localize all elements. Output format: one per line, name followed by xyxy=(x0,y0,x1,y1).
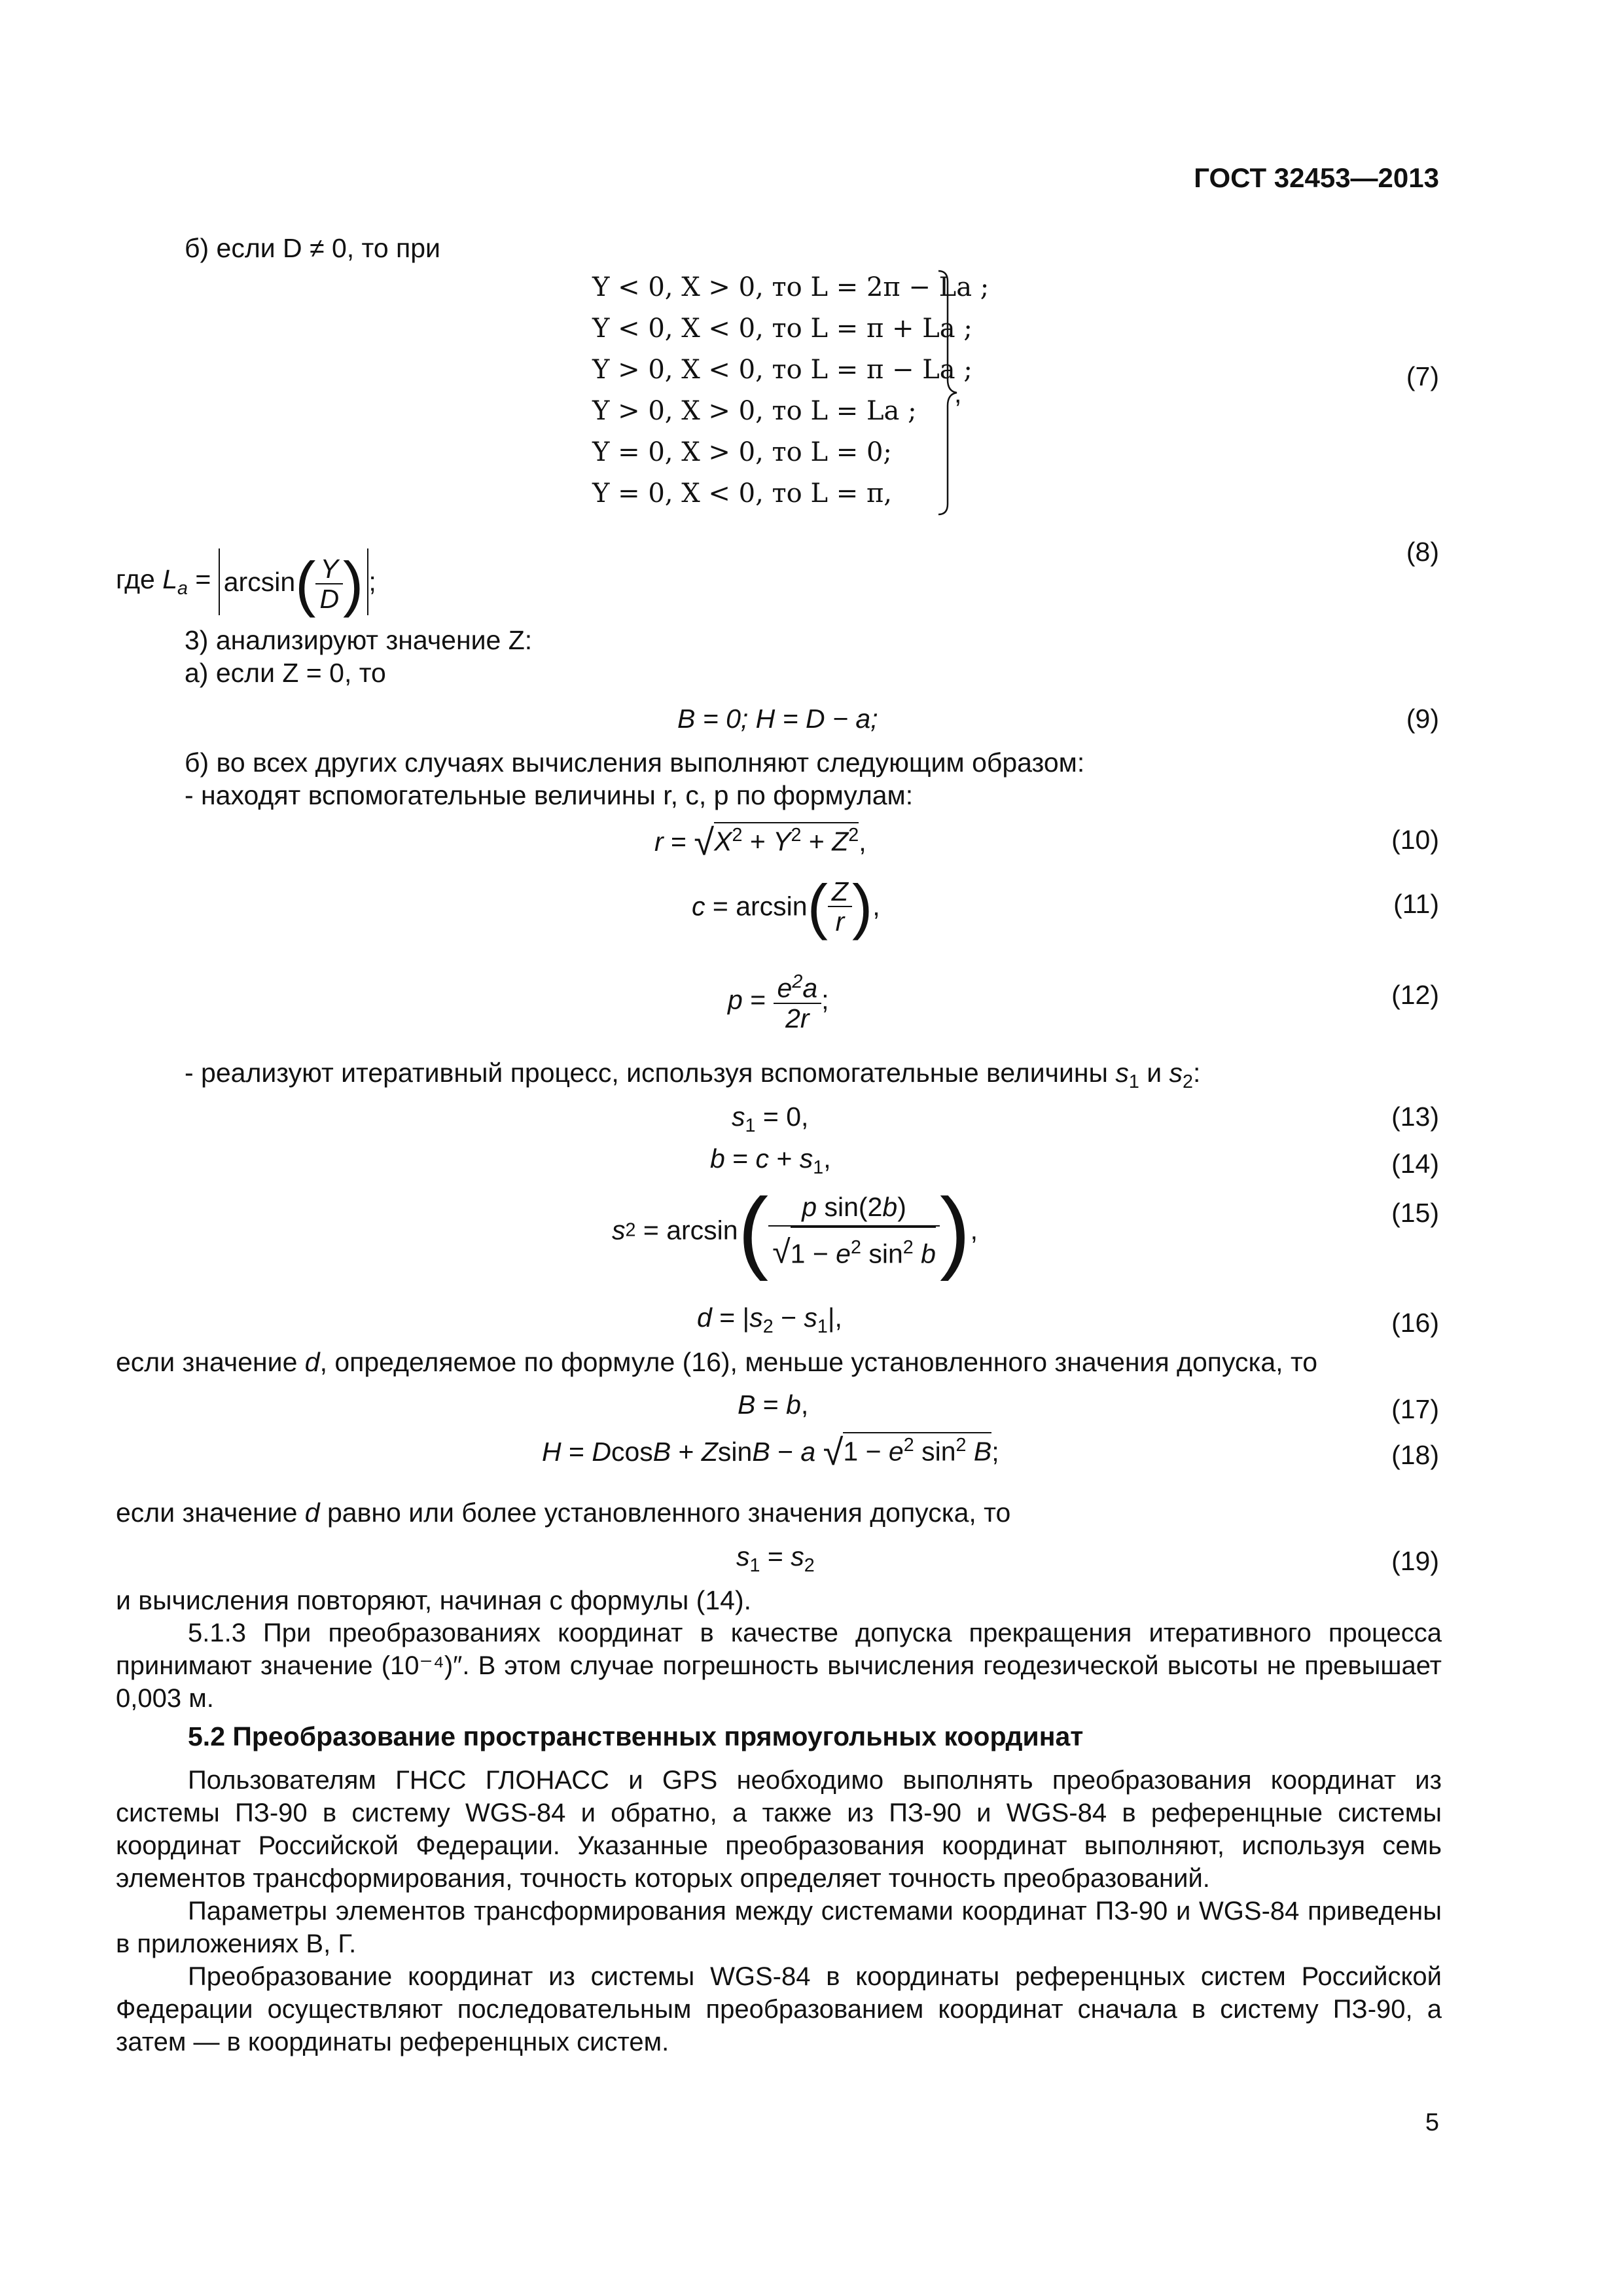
eq-number-13: (13) xyxy=(1391,1102,1439,1132)
step-3: 3) анализируют значение Z: xyxy=(185,625,533,655)
paragraph-2: Параметры элементов трансформирования между системами координат ПЗ-90 и WGS-84 приведены в приложениях В, Г. xyxy=(116,1897,1442,1958)
eq-number-16: (16) xyxy=(1391,1308,1439,1338)
equation-12: p = $\frac{e^2a}{2r}$ ; xyxy=(728,967,829,1033)
eq-number-18: (18) xyxy=(1391,1440,1439,1470)
equation-10: $r = √X^2 + Y^2 + Z^2$, xyxy=(654,821,866,863)
case-b-line: б) если D ≠ 0, то при xyxy=(185,233,440,263)
paragraph-1: Пользователям ГНСС ГЛОНАСС и GPS необходимо выполнять преобразования координат из системы ПЗ-90 в систему WGS-84 и обратно, а также из ПЗ-90 и WGS-84 в референцные системы координат Российской Федерации. Указанные преобразования координат выполняют, используя семь элементов трансформирования, точность которых определяет точность преобразований. xyxy=(116,1766,1442,1893)
sys7-row: Y < 0, X < 0, то L = π + La ; xyxy=(592,314,972,344)
equation-15: s2 = arcsin( $\frac{\text{p sin(2b)}}{√1 - e^2 \sin^2 b}$ ), xyxy=(612,1179,978,1282)
eq-number-14: (14) xyxy=(1391,1149,1439,1179)
sys7-row: Y = 0, X > 0, то L = 0; xyxy=(592,437,892,467)
eq-number-17: (17) xyxy=(1391,1394,1439,1424)
eq-number-12: (12) xyxy=(1391,980,1439,1010)
eq-number-8: (8) xyxy=(1406,537,1439,567)
paragraph-5-1-3: 5.1.3 При преобразованиях координат в качестве допуска прекращения итеративного процесса принимают значение (10⁻⁴)″. В этом случае погрешность вычисления геодезической высоты не превышает 0,003 м. xyxy=(116,1619,1442,1713)
condition-2: если значение d равно или более установленного значения допуска, то xyxy=(116,1498,1011,1528)
aux-list-2: - реализуют итеративный процесс, используя вспомогательные величины $s_1$ и $s_2$: xyxy=(185,1058,1201,1093)
eq-number-10: (10) xyxy=(1391,825,1439,855)
equation-8: где $L_a = \arcsin$( $\frac{Y}{D}$ ) ; xyxy=(116,549,376,619)
repeat-line: и вычисления повторяют, начиная с формулы (14). xyxy=(116,1585,751,1615)
condition-1: если значение d, определяемое по формуле (16), меньше установленного значения допуска, то xyxy=(116,1347,1318,1377)
step-3a: а) если Z = 0, то xyxy=(185,658,386,688)
eq-number-19: (19) xyxy=(1391,1546,1439,1576)
aux-list-1: - находят вспомогательные величины r, c, p по формулам: xyxy=(185,780,914,810)
step-3b: б) во всех других случаях вычисления выполняют следующим образом: xyxy=(185,747,1085,778)
eq-number-7: (7) xyxy=(1406,361,1439,391)
sys7-row: Y = 0, X < 0, то L = π, xyxy=(592,478,892,509)
equation-11: c = arcsin( $\frac{Z}{r}$ ), xyxy=(692,872,880,941)
equation-13: $s_1 = 0$, xyxy=(732,1102,809,1137)
page: ГОСТ 32453—2013 б) если D ≠ 0, то при Y < 0, X > 0, то L = 2π − La ; Y < 0, X < 0, то L = π + La ; Y > 0, X < 0, то L = π − La ; Y > 0, X > 0, то L = La ; Y = 0, X > 0, то L = 0; Y = 0, X < 0, то L = π, , (7) где $L_a = \arcsin$( $\frac{Y}{D}$ ) ; (8) 3) анализируют значение Z: а) если Z = 0, то B = 0; H = D − a; (9) б) во всех других случаях вычисления выполняют следующим образом: - находят вспомогательные величины r, c, p по формулам: $r = √X^2 + Y^2 + Z^2$, (10) c = arcsin( $\frac{Z}{r}$ ), (11) p = $\frac{e^2a}{2r}$ ; (12) - реализуют итеративный процесс, используя вспомогательные величины $s_1$ и $s_2$: $s_1 = 0$, (13) $b = c + s_1$, (14) s2 = arcsin( $\frac{\text{p sin(2b)}}{√1 - e^2 \sin^2 b}$ ), (15) $d = |s_2 - s_1|$, (16) если значение d, определяемое по формуле (16), меньше установленного значения допуска, то B = b, (17) H = DcosB + ZsinB − a $√1 - e^2$ $\sin^2 B$; (18) если значение d равно или более установленного значения допуска, то $s_1 = s_2$ (19) и вычисления повторяют, начиная с формулы (14). 5.1.3 При преобразованиях координат в качестве допуска прекращения итеративного процесса принимают значение (10⁻⁴)″. В этом случае погрешность вычисления геодезической высоты не превышает 0,003 м. 5.2 Преобразование пространственных прямоугольных координат Пользователям ГНСС ГЛОНАСС и GPS необходимо выполнять преобразования координат из системы ПЗ-90 в систему WGS-84 и обратно, а также из ПЗ-90 и WGS-84 в референцные системы координат Российской Федерации. Указанные преобразования координат выполняют, используя семь элементов трансформирования, точность которых определяет точность преобразований. Параметры элементов трансформирования между системами координат ПЗ-90 и WGS-84 приведены в приложениях В, Г. Преобразование координат из системы WGS-84 в координаты референцных систем Российской Федерации осуществляют последовательным преобразованием координат сначала в систему ПЗ-90, а затем — в координаты референцных систем. 5 xyxy=(116,162,1442,2136)
paragraph-3: Преобразование координат из системы WGS-84 в координаты референцных систем Российской Федерации осуществляют последовательным преобразованием координат сначала в систему ПЗ-90, а затем — в координаты референцных систем. xyxy=(116,1962,1442,2056)
equation-9: B = 0; H = D − a; xyxy=(677,704,878,734)
sys7-row: Y > 0, X < 0, то L = π − La ; xyxy=(592,355,972,385)
equation-16: $d = |s_2 - s_1|$, xyxy=(697,1302,842,1338)
eq-number-9: (9) xyxy=(1406,704,1439,734)
standard-header: ГОСТ 32453—2013 xyxy=(1194,162,1439,193)
equation-19: $s_1 = s_2$ xyxy=(736,1541,815,1577)
eq-number-15: (15) xyxy=(1391,1198,1439,1228)
sys7-row: Y > 0, X > 0, то L = La ; xyxy=(592,396,917,426)
sys7-row: Y < 0, X > 0, то L = 2π − La ; xyxy=(592,272,990,302)
equation-14: $b = c + s_1$, xyxy=(710,1143,831,1179)
page-number: 5 xyxy=(1425,2109,1439,2136)
section-heading-5-2: 5.2 Преобразование пространственных прямоугольных координат xyxy=(188,1721,1084,1751)
eq-number-11: (11) xyxy=(1393,889,1439,919)
equation-17: B = b, xyxy=(738,1390,809,1420)
equation-18: H = DcosB + ZsinB − a $√1 - e^2$ $\sin^2 B$; xyxy=(542,1431,999,1473)
